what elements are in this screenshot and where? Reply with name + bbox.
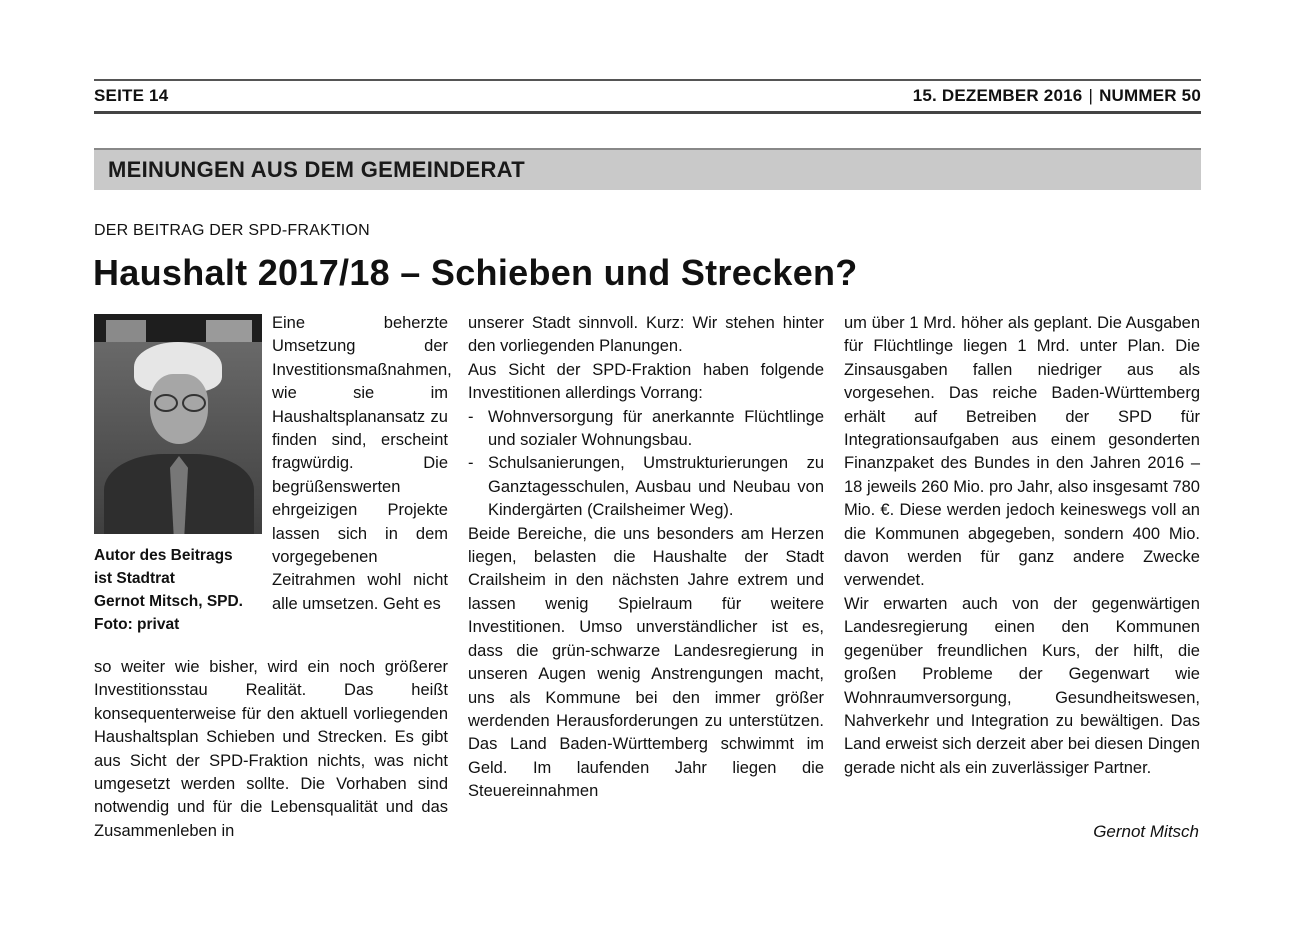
column-1-top (272, 312, 452, 616)
caption-line: Foto: privat (94, 616, 180, 633)
caption-line: ist Stadtrat (94, 570, 175, 587)
body-paragraph: so weiter wie bisher, wird ein noch größerer Investitionsstau Realität. Das heißt konsequenterweise für den aktuell vorliegenden Haushaltsplan Schieben und Strecken. Es gibt aus Sicht der SPD-Fraktion nichts, was nicht umgesetzt werden sollte. Die Vorhaben sind notwendig und für die Lebensqualität und das Zusammenleben in (94, 658, 448, 840)
author-signature: Gernot Mitsch (1093, 822, 1199, 841)
header-rule (94, 111, 1201, 114)
top-rule (94, 79, 1201, 81)
issue-separator: | (1088, 86, 1094, 105)
page-number: SEITE 14 (94, 86, 169, 105)
issue-number: NUMMER 50 (1099, 86, 1201, 105)
caption-line: Autor des Beitrags (94, 547, 233, 564)
list-item: - Schulsanierungen, Umstrukturierungen zu Ganztagesschulen, Ausbau und Neubau von Kindergärten (Crailsheimer Weg). (468, 454, 824, 520)
photo-caption (94, 544, 264, 636)
issue-date: 15. DEZEMBER 2016 (912, 86, 1083, 105)
column-2 (468, 312, 824, 804)
caption-line: Gernot Mitsch, SPD. (94, 593, 243, 610)
article-kicker: DER BEITRAG DER SPD-FRAKTION (94, 222, 370, 239)
body-paragraph: Beide Bereiche, die uns besonders am Herzen liegen, belasten die Haushalte der Stadt Crailsheim in den nächsten Jahre extrem und lassen wenig Spielraum für weitere Investitionen. Umso unverständlicher ist es, dass die grün-schwarze Landesregierung in unseren Augen wenig Anstrengungen macht, uns als Kommune bei den immer größer werdenden Herausforderungen zu unterstützen. Das Land Baden-Württemberg schwimmt im Geld. Im laufenden Jahr liegen die Steuereinnahmen (468, 524, 824, 801)
body-paragraph: Eine beherzte Umsetzung der Investitionsmaßnahmen, wie sie im Haushaltsplanansatz zu finden sind, erscheint fragwürdig. Die begrüßenswerten ehrgeizigen Projekte lassen sich in dem vorgegebenen Zeitrahmen wohl nicht alle umsetzen. Geht es (272, 314, 452, 613)
author-photo (94, 314, 262, 534)
body-paragraph: um über 1 Mrd. höher als geplant. Die Ausgaben für Flüchtlinge liegen 1 Mrd. unter Plan. Die Zinsausgaben fallen niedriger aus als vorgesehen. Das reiche Baden-Württemberg erhält auf Betreiben der SPD für Integrationsaufgaben aus einem gesonderten Finanzpaket des Bundes in den Jahren 2016 – 18 jeweils 260 Mio. pro Jahr, also insgesamt 780 Mio. €. Diese werden jedoch keineswegs voll an die Kommunen abgegeben, sondern 400 Mio. davon werden für ganz andere Zwecke verwendet. (844, 314, 1200, 590)
list-item: - Wohnversorgung für anerkannte Flüchtlinge und sozialer Wohnungsbau. (468, 407, 824, 450)
section-bar (94, 148, 1201, 190)
list-marker: - (468, 454, 474, 473)
column-1-bottom (94, 656, 448, 843)
body-paragraph: Wir erwarten auch von der gegenwärtigen Landesregierung einen den Kommunen gegenüber freundlichen Kurs, der hilft, die großen Probleme der Gegenwart wie Wohnraumversorgung, Gesundheitswesen, Nahverkehr und Integration zu bewältigen. Das Land erweist sich derzeit aber bei diesen Dingen gerade nicht als ein zuverlässiger Partner. (844, 594, 1200, 777)
issue-info (913, 86, 1201, 106)
priority-list (468, 406, 824, 523)
article-headline: Haushalt 2017/18 – Schieben und Strecken? (93, 252, 858, 293)
column-3 (844, 312, 1200, 780)
list-marker: - (468, 407, 474, 426)
body-paragraph: unserer Stadt sinnvoll. Kurz: Wir stehen hinter den vorliegenden Planungen. (468, 314, 824, 356)
section-title: MEINUNGEN AUS DEM GEMEINDERAT (108, 157, 525, 182)
body-paragraph: Aus Sicht der SPD-Fraktion haben folgende Investitionen allerdings Vorrang: (468, 360, 824, 403)
